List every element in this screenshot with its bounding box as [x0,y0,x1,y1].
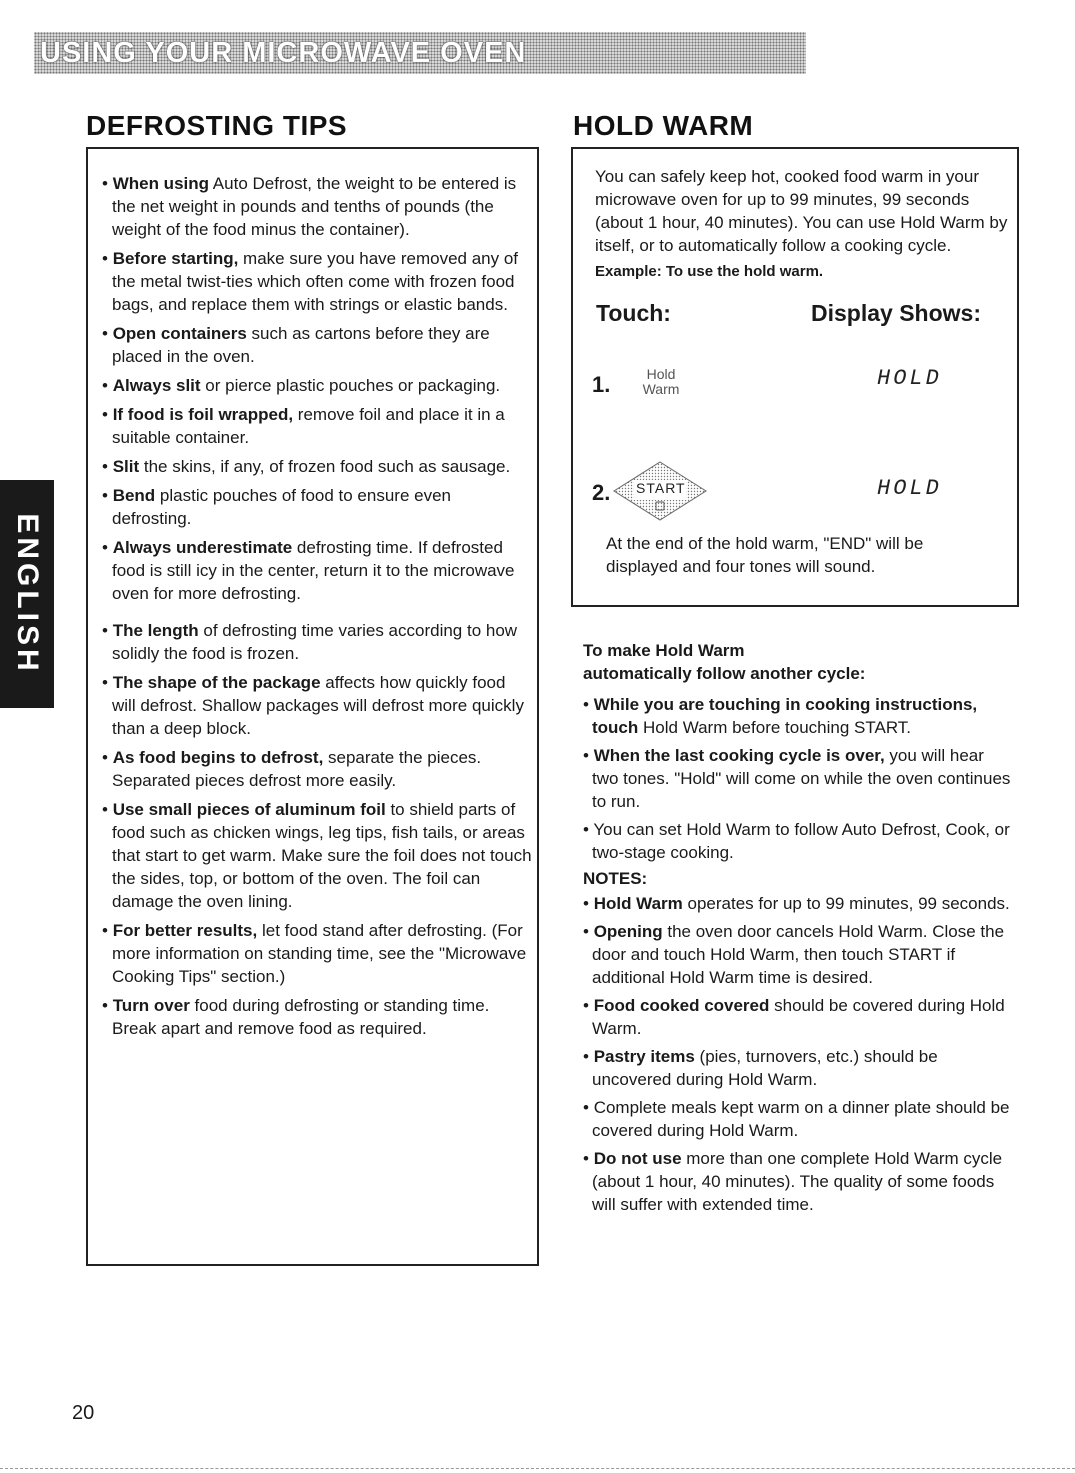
hold-warm-key-line1: Hold [646,366,676,382]
page-number: 20 [72,1402,95,1424]
tip-item: • Bend plastic pouches of food to ensure even defrosting. [102,486,451,528]
auto-follow-heading: To make Hold Warm automatically follow another cycle: [583,641,866,683]
tip-item: • Before starting, make sure you have removed any of the metal twist-ties which often come with frozen food bags, and replace them with strings or elastic bands. [102,249,519,314]
tip-item: • Open containers such as cartons before they are placed in the oven. [102,324,490,366]
list-item: • You can set Hold Warm to follow Auto Defrost, Cook, or two-stage cooking. [583,820,1010,862]
tip-item: • When using Auto Defrost, the weight to be entered is the net weight in pounds and tenths of pounds (the weight of the food minus the container). [102,174,517,239]
step-1-number: 1. [592,372,611,397]
list-item: • Opening the oven door cancels Hold Warm. Close the door and touch Hold Warm, then touch START if additional Hold Warm time is desired. [583,922,1005,987]
hold-warm-key-line2: Warm [642,381,680,397]
hold-warm-heading: HOLD WARM [573,110,754,141]
hold-warm-intro: You can safely keep hot, cooked food warm in your microwave oven for up to 99 minutes, 99 seconds (about 1 hour, 40 minutes). You can use Hold Warm by itself, or to automatically follow a cooking cycle. [595,167,1008,255]
hold-warm-example: Example: To use the hold warm. [595,263,824,280]
list-item: • When the last cooking cycle is over, you will hear two tones. "Hold" will come on while the oven continues to run. [583,746,1011,811]
auto-follow-list [583,693,1013,1221]
tip-item: • Always slit or pierce plastic pouches or packaging. [102,376,501,395]
notes-heading: NOTES: [583,869,648,888]
touch-column-label: Touch: [596,300,671,326]
tip-item: • For better results, let food stand after defrosting. (For more information on standing time, see the "Microwave Cooking Tips" section.) [102,921,527,986]
bottom-rule [0,1468,1075,1469]
step-1-display: HOLD [877,366,942,391]
list-item: • Pastry items (pies, turnovers, etc.) should be uncovered during Hold Warm. [583,1047,938,1089]
tip-item: • The length of defrosting time varies according to how solidly the food is frozen. [102,621,518,663]
defrosting-tips-list [102,172,532,1046]
tip-item: • If food is foil wrapped, remove foil and place it in a suitable container. [102,405,505,447]
list-item: • Food cooked covered should be covered during Hold Warm. [583,996,1005,1038]
list-item: • While you are touching in cooking instructions, touch Hold Warm before touching START. [583,695,978,737]
start-key-label: START [636,480,686,496]
step-2-number: 2. [592,480,611,505]
tip-item: • Turn over food during defrosting or standing time. Break apart and remove food as required. [102,996,490,1038]
tip-item: • Use small pieces of aluminum foil to shield parts of food such as chicken wings, leg tips, fish tails, or areas that start to get warm. Make sure the foil does not touch the sides, top, or bottom of the oven. The foil can damage the oven lining. [102,800,532,911]
display-column-label: Display Shows: [811,300,981,326]
page-header-title: USING YOUR MICROWAVE OVEN [40,37,527,69]
list-item: • Do not use more than one complete Hold Warm cycle (about 1 hour, 40 minutes). The quality of some foods will suffer with extended time. [583,1149,1003,1214]
tip-item: • As food begins to defrost, separate the pieces. Separated pieces defrost more easily. [102,748,482,790]
language-side-tab-label: ENGLISH [11,513,44,675]
tip-item: • The shape of the package affects how quickly food will defrost. Shallow packages will defrost more quickly than a deep block. [102,673,524,738]
defrosting-tips-heading: DEFROSTING TIPS [86,110,348,141]
list-item: • Hold Warm operates for up to 99 minutes, 99 seconds. [583,894,1010,913]
tip-item: • Slit the skins, if any, of frozen food such as sausage. [102,457,511,476]
list-item: • Complete meals kept warm on a dinner plate should be covered during Hold Warm. [583,1098,1010,1140]
hold-warm-key[interactable] [636,367,686,397]
tip-item: • Always underestimate defrosting time. If defrosted food is still icy in the center, return it to the microwave oven for more defrosting. [102,538,515,603]
hold-warm-end-note: At the end of the hold warm, "END" will be displayed and four tones will sound. [606,534,924,576]
step-2-display: HOLD [877,476,942,501]
